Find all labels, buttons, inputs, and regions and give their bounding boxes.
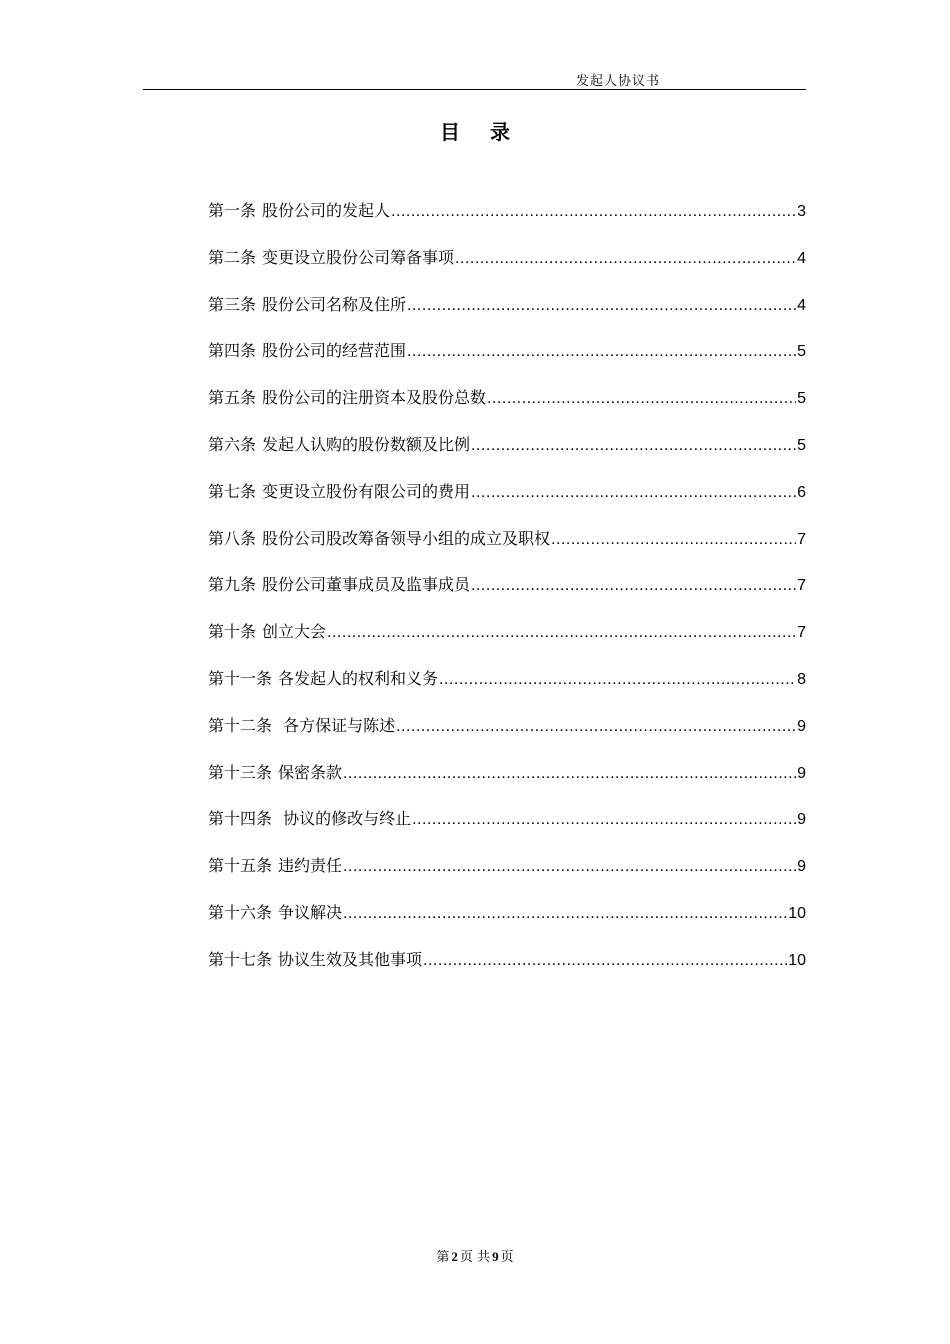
toc-item-label	[208, 480, 470, 504]
toc-leader-dots	[471, 434, 796, 458]
toc-item-page: 6	[797, 483, 806, 501]
toc-item-number: 第十五条	[208, 856, 273, 876]
toc-leader-dots	[407, 294, 796, 318]
toc-item[interactable]	[208, 854, 806, 901]
toc-item-number: 第三条	[208, 294, 257, 314]
toc-item-page: 9	[797, 764, 806, 782]
toc-item-label	[208, 246, 454, 270]
toc-item-page: 7	[797, 530, 806, 548]
toc-leader-dots	[455, 247, 796, 271]
toc-item-number: 第七条	[208, 481, 257, 501]
toc-leader-dots	[487, 387, 796, 411]
toc-item-label	[208, 667, 438, 691]
toc-item-page: 7	[797, 577, 806, 595]
toc-item-page: 8	[797, 670, 806, 688]
toc-item[interactable]	[208, 714, 806, 761]
toc-item-title: 股份公司的经营范围	[262, 341, 407, 361]
toc-leader-dots	[391, 200, 796, 224]
toc-item-page: 7	[797, 624, 806, 642]
toc-item-number: 第四条	[208, 341, 257, 361]
toc-item-number: 第八条	[208, 528, 257, 548]
toc-leader-dots	[551, 528, 796, 552]
toc-item[interactable]	[208, 386, 806, 433]
toc-item-number: 第十四条	[208, 809, 273, 829]
toc-item[interactable]	[208, 339, 806, 386]
toc-item-title: 股份公司董事成员及监事成员	[262, 575, 471, 595]
toc-leader-dots	[327, 621, 796, 645]
toc-item-title: 各方保证与陈述	[278, 715, 396, 735]
toc-item-title: 股份公司名称及住所	[262, 294, 407, 314]
toc-leader-dots	[439, 668, 796, 692]
toc-item[interactable]	[208, 667, 806, 714]
toc-item-number: 第十六条	[208, 902, 273, 922]
toc-item[interactable]	[208, 246, 806, 293]
toc-item-number: 第九条	[208, 575, 257, 595]
toc-item-label	[208, 948, 422, 972]
toc-heading-char-1: 目	[440, 120, 460, 144]
toc-item-label	[208, 714, 395, 738]
toc-item-number: 第十一条	[208, 668, 273, 688]
toc-item[interactable]	[208, 901, 806, 948]
toc-item-page: 9	[797, 717, 806, 735]
toc-item-title: 保密条款	[278, 762, 343, 782]
toc-item-page: 3	[797, 203, 806, 220]
toc-item-label	[208, 433, 470, 457]
footer-total-pages: 9	[492, 1249, 499, 1264]
toc-heading-char-2: 录	[490, 120, 510, 144]
toc-item-label	[208, 854, 342, 878]
toc-item-title: 变更设立股份公司筹备事项	[262, 247, 455, 267]
toc-item-page: 9	[797, 811, 806, 829]
toc-item-label	[208, 573, 470, 597]
toc-leader-dots	[343, 902, 787, 926]
footer-middle: 页 共	[459, 1250, 491, 1265]
toc-item-number: 第五条	[208, 388, 257, 408]
toc-item[interactable]	[208, 620, 806, 667]
toc-leader-dots	[471, 481, 796, 505]
toc-leader-dots	[343, 855, 796, 879]
running-header	[143, 62, 806, 90]
toc-item-label	[208, 339, 406, 363]
toc-item-page: 4	[797, 296, 806, 314]
toc-item-number: 第十三条	[208, 762, 273, 782]
page-footer	[0, 1246, 950, 1265]
toc-leader-dots	[423, 949, 787, 973]
header-title: 发起人协议书	[575, 74, 660, 89]
toc-item-number: 第一条	[208, 201, 257, 220]
toc-item-number: 第十七条	[208, 949, 273, 969]
toc-item-title: 创立大会	[262, 622, 327, 642]
toc-leader-dots	[471, 574, 796, 598]
toc-item-label	[208, 620, 326, 644]
toc-item-title: 股份公司的注册资本及股份总数	[262, 388, 487, 408]
toc-item-title: 股份公司的发起人	[262, 201, 391, 220]
toc-item-page: 5	[797, 436, 806, 454]
toc-item-page: 5	[797, 343, 806, 361]
toc-item[interactable]	[208, 199, 806, 246]
toc-item-number: 第十二条	[208, 715, 273, 735]
toc-item[interactable]	[208, 527, 806, 574]
toc-item-page: 10	[788, 951, 806, 969]
toc-item-title: 争议解决	[278, 902, 343, 922]
toc-item-title: 各发起人的权利和义务	[278, 668, 439, 688]
toc-item-page: 5	[797, 390, 806, 408]
toc-item-label	[208, 386, 486, 410]
toc-item-title: 协议生效及其他事项	[278, 949, 423, 969]
toc-item[interactable]	[208, 948, 806, 995]
toc-item[interactable]	[208, 293, 806, 340]
toc-item-title: 违约责任	[278, 856, 343, 876]
toc-item-label	[208, 293, 406, 317]
toc-item-page: 9	[797, 858, 806, 876]
toc-item[interactable]	[208, 807, 806, 854]
footer-prefix: 第	[436, 1250, 450, 1265]
toc-item-title: 协议的修改与终止	[278, 809, 412, 829]
table-of-contents	[208, 199, 806, 995]
toc-item-label	[208, 901, 342, 925]
toc-item-label	[208, 527, 550, 551]
toc-item[interactable]	[208, 433, 806, 480]
toc-leader-dots	[412, 808, 796, 832]
toc-heading	[0, 116, 950, 145]
toc-item-title: 变更设立股份有限公司的费用	[262, 481, 471, 501]
toc-item[interactable]	[208, 573, 806, 620]
footer-suffix: 页	[500, 1250, 514, 1265]
footer-current-page: 2	[451, 1249, 458, 1264]
toc-item-label	[208, 199, 390, 223]
toc-item-number: 第二条	[208, 247, 257, 267]
toc-item-title: 发起人认购的股份数额及比例	[262, 434, 471, 454]
toc-item[interactable]	[208, 761, 806, 808]
toc-item-label	[208, 761, 342, 785]
toc-item-number: 第十条	[208, 622, 257, 642]
toc-item-title: 股份公司股改筹备领导小组的成立及职权	[262, 528, 551, 548]
toc-item-page: 4	[797, 249, 806, 267]
toc-item[interactable]	[208, 480, 806, 527]
toc-leader-dots	[396, 715, 796, 739]
toc-item-label	[208, 807, 411, 831]
toc-item-number: 第六条	[208, 434, 257, 454]
toc-item-page: 10	[788, 904, 806, 922]
toc-leader-dots	[407, 340, 796, 364]
toc-leader-dots	[343, 762, 796, 786]
